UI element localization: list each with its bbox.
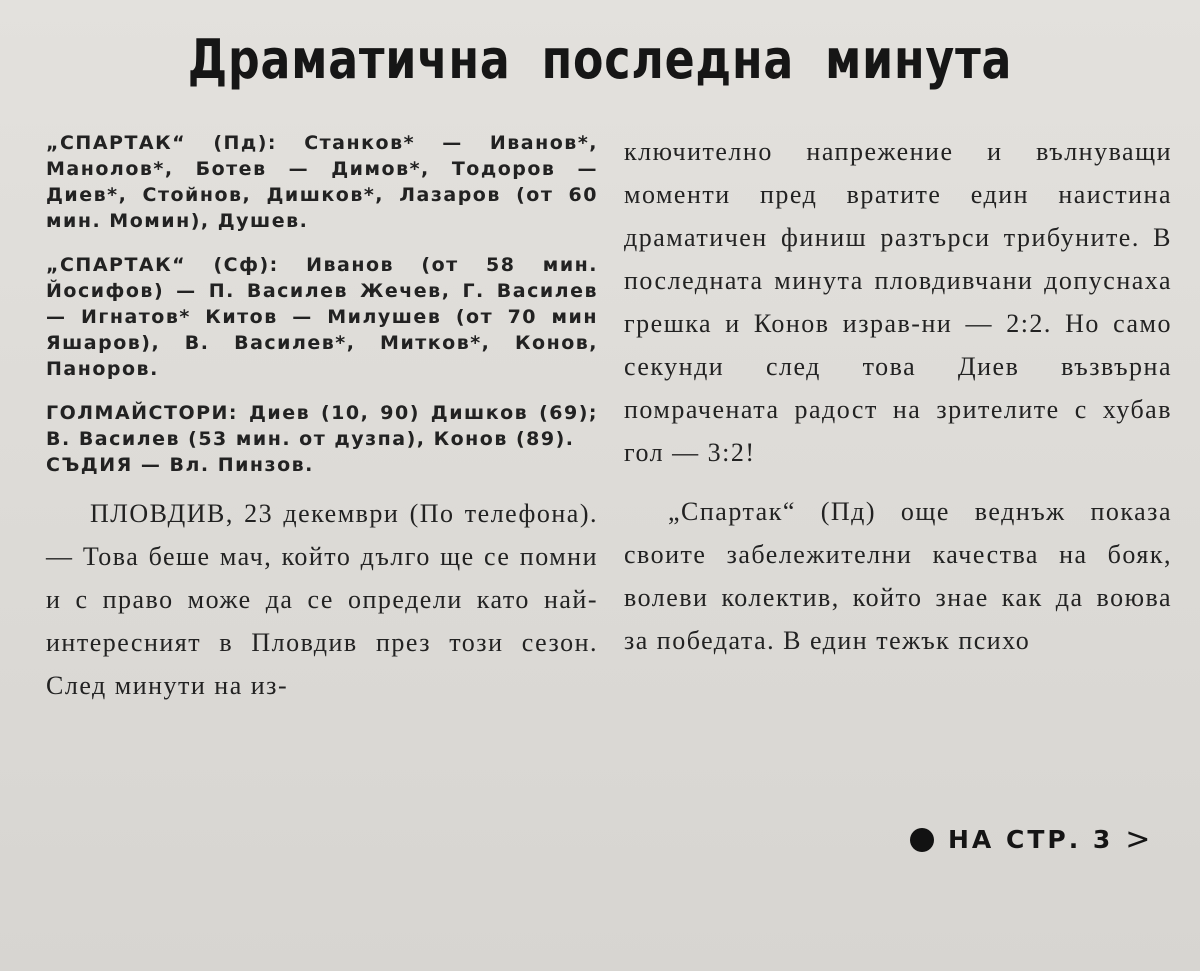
team-name: „СПАРТАК“ (Сф): <box>46 254 279 276</box>
continued-on-page <box>910 822 1153 857</box>
article-body-right-1: ключително напрежение и вълнуващи моменти пред вратите един наистина драматичен финиш разтърси трибуните. В последната минута пловдивчани допуснаха грешка и Конов израв-ни — 2:2. Но само секунди след това Диев възвърна помрачената радост на зрителите с хубав гол — 3:2! <box>624 137 1172 467</box>
chevron-right-icon: > <box>1125 822 1154 857</box>
article-headline: Драматична последна минута <box>187 28 1013 91</box>
scorers-and-referee <box>46 400 598 478</box>
team-name: „СПАРТАК“ (Пд): <box>46 132 278 154</box>
referee-label: СЪДИЯ <box>46 454 133 476</box>
scorers-label: ГОЛМАЙСТОРИ: <box>46 402 239 424</box>
scorers-text: Диев (10, 90) Дишков (69); В. Василев (53 мин. от дузпа), Конов (89). <box>46 402 598 450</box>
bullet-icon <box>910 828 934 852</box>
team-players: Иванов (от 58 мин. Йосифов) — П. Василев Жечев, Г. Василев — Игнатов* Китов — Милушев (от 70 мин Яшаров), В. Василев*, Митков*, Конов, Паноров. <box>46 254 598 380</box>
team-players: Станков* — Иванов*, Манолов*, Ботев — Димов*, Тодоров — Диев*, Стойнов, Дишков*, Лазаров (от 60 мин. Момин), Душев. <box>46 132 598 232</box>
referee-text: — Вл. Пинзов. <box>140 454 314 476</box>
left-column <box>46 130 598 707</box>
lineup-spartak-plovdiv <box>46 130 598 234</box>
article-body-left: ПЛОВДИВ, 23 декември (По телефона). — Това беше мач, който дълго ще се помни и с право може да се определи като най-интересният в Пловдив през този сезон. След минути на из- <box>46 499 598 700</box>
article-body-right-2: „Спартак“ (Пд) още веднъж показа своите забележителни качества на бояк, волеви колектив, който знае как да воюва за победата. В един тежък психо <box>624 497 1172 655</box>
right-column <box>624 130 1172 662</box>
lineup-spartak-sofia <box>46 252 598 382</box>
continue-label: НА СТР. 3 <box>948 825 1114 854</box>
